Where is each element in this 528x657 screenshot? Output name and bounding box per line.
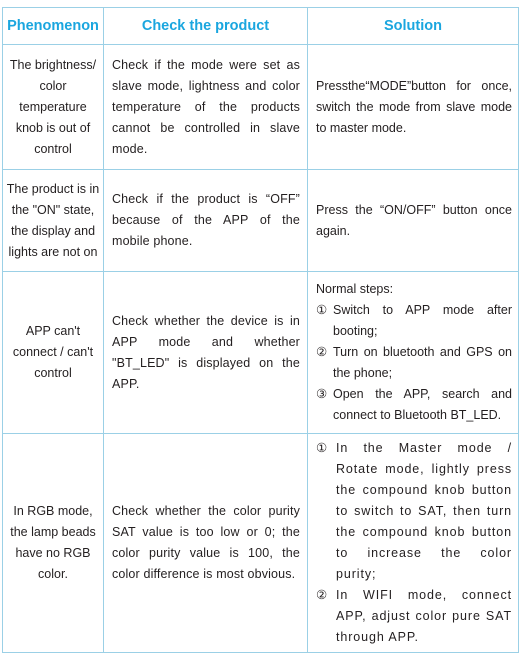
troubleshooting-table <box>2 7 519 653</box>
phenomenon-cell: In RGB mode, the lamp beads have no RGB color. <box>3 434 104 653</box>
solution-cell: Press the “ON/OFF” button once again. <box>308 170 519 272</box>
check-cell: Check whether the device is in APP mode and whether "BT_LED" is displayed on the APP. <box>104 272 308 434</box>
table-row <box>3 170 519 272</box>
solution-intro: Normal steps: <box>316 282 394 296</box>
solution-step <box>316 300 512 342</box>
step-number: ② <box>316 345 328 359</box>
solution-step <box>316 585 512 648</box>
phenomenon-cell: The product is in the "ON" state, the display and lights are not on <box>3 170 104 272</box>
step-number: ② <box>316 588 328 602</box>
solution-step <box>316 384 512 426</box>
solution-step <box>316 438 512 585</box>
table-row <box>3 434 519 653</box>
check-cell: Check if the mode were set as slave mode, lightness and color temperature of the products cannot be controlled in slave mode. <box>104 45 308 170</box>
table-header-row <box>3 8 519 45</box>
step-number: ① <box>316 441 328 455</box>
step-text: In the Master mode / Rotate mode, lightly press the compound knob button to switch to SAT, then turn the compound knob button to increase the color purity; <box>336 441 512 581</box>
step-text: In WIFI mode, connect APP, adjust color pure SAT through APP. <box>336 588 512 644</box>
check-cell: Check if the product is “OFF” because of the APP of the mobile phone. <box>104 170 308 272</box>
solution-cell: Pressthe“MODE”button for once, switch the mode from slave mode to master mode. <box>308 45 519 170</box>
header-check-the-product: Check the product <box>104 8 308 45</box>
table-row <box>3 272 519 434</box>
table-row <box>3 45 519 170</box>
step-text: Open the APP, search and connect to Bluetooth BT_LED. <box>333 387 512 422</box>
phenomenon-cell: APP can't connect / can't control <box>3 272 104 434</box>
header-solution: Solution <box>308 8 519 45</box>
step-text: Turn on bluetooth and GPS on the phone; <box>333 345 512 380</box>
check-cell: Check whether the color purity SAT value is too low or 0; the color purity value is 100, the color difference is most obvious. <box>104 434 308 653</box>
phenomenon-cell: The brightness/ color temperature knob is out of control <box>3 45 104 170</box>
solution-step <box>316 342 512 384</box>
header-phenomenon: Phenomenon <box>3 8 104 45</box>
step-number: ① <box>316 303 328 317</box>
solution-cell <box>308 272 519 434</box>
step-number: ③ <box>316 387 328 401</box>
solution-cell <box>308 434 519 653</box>
step-text: Switch to APP mode after booting; <box>333 303 512 338</box>
